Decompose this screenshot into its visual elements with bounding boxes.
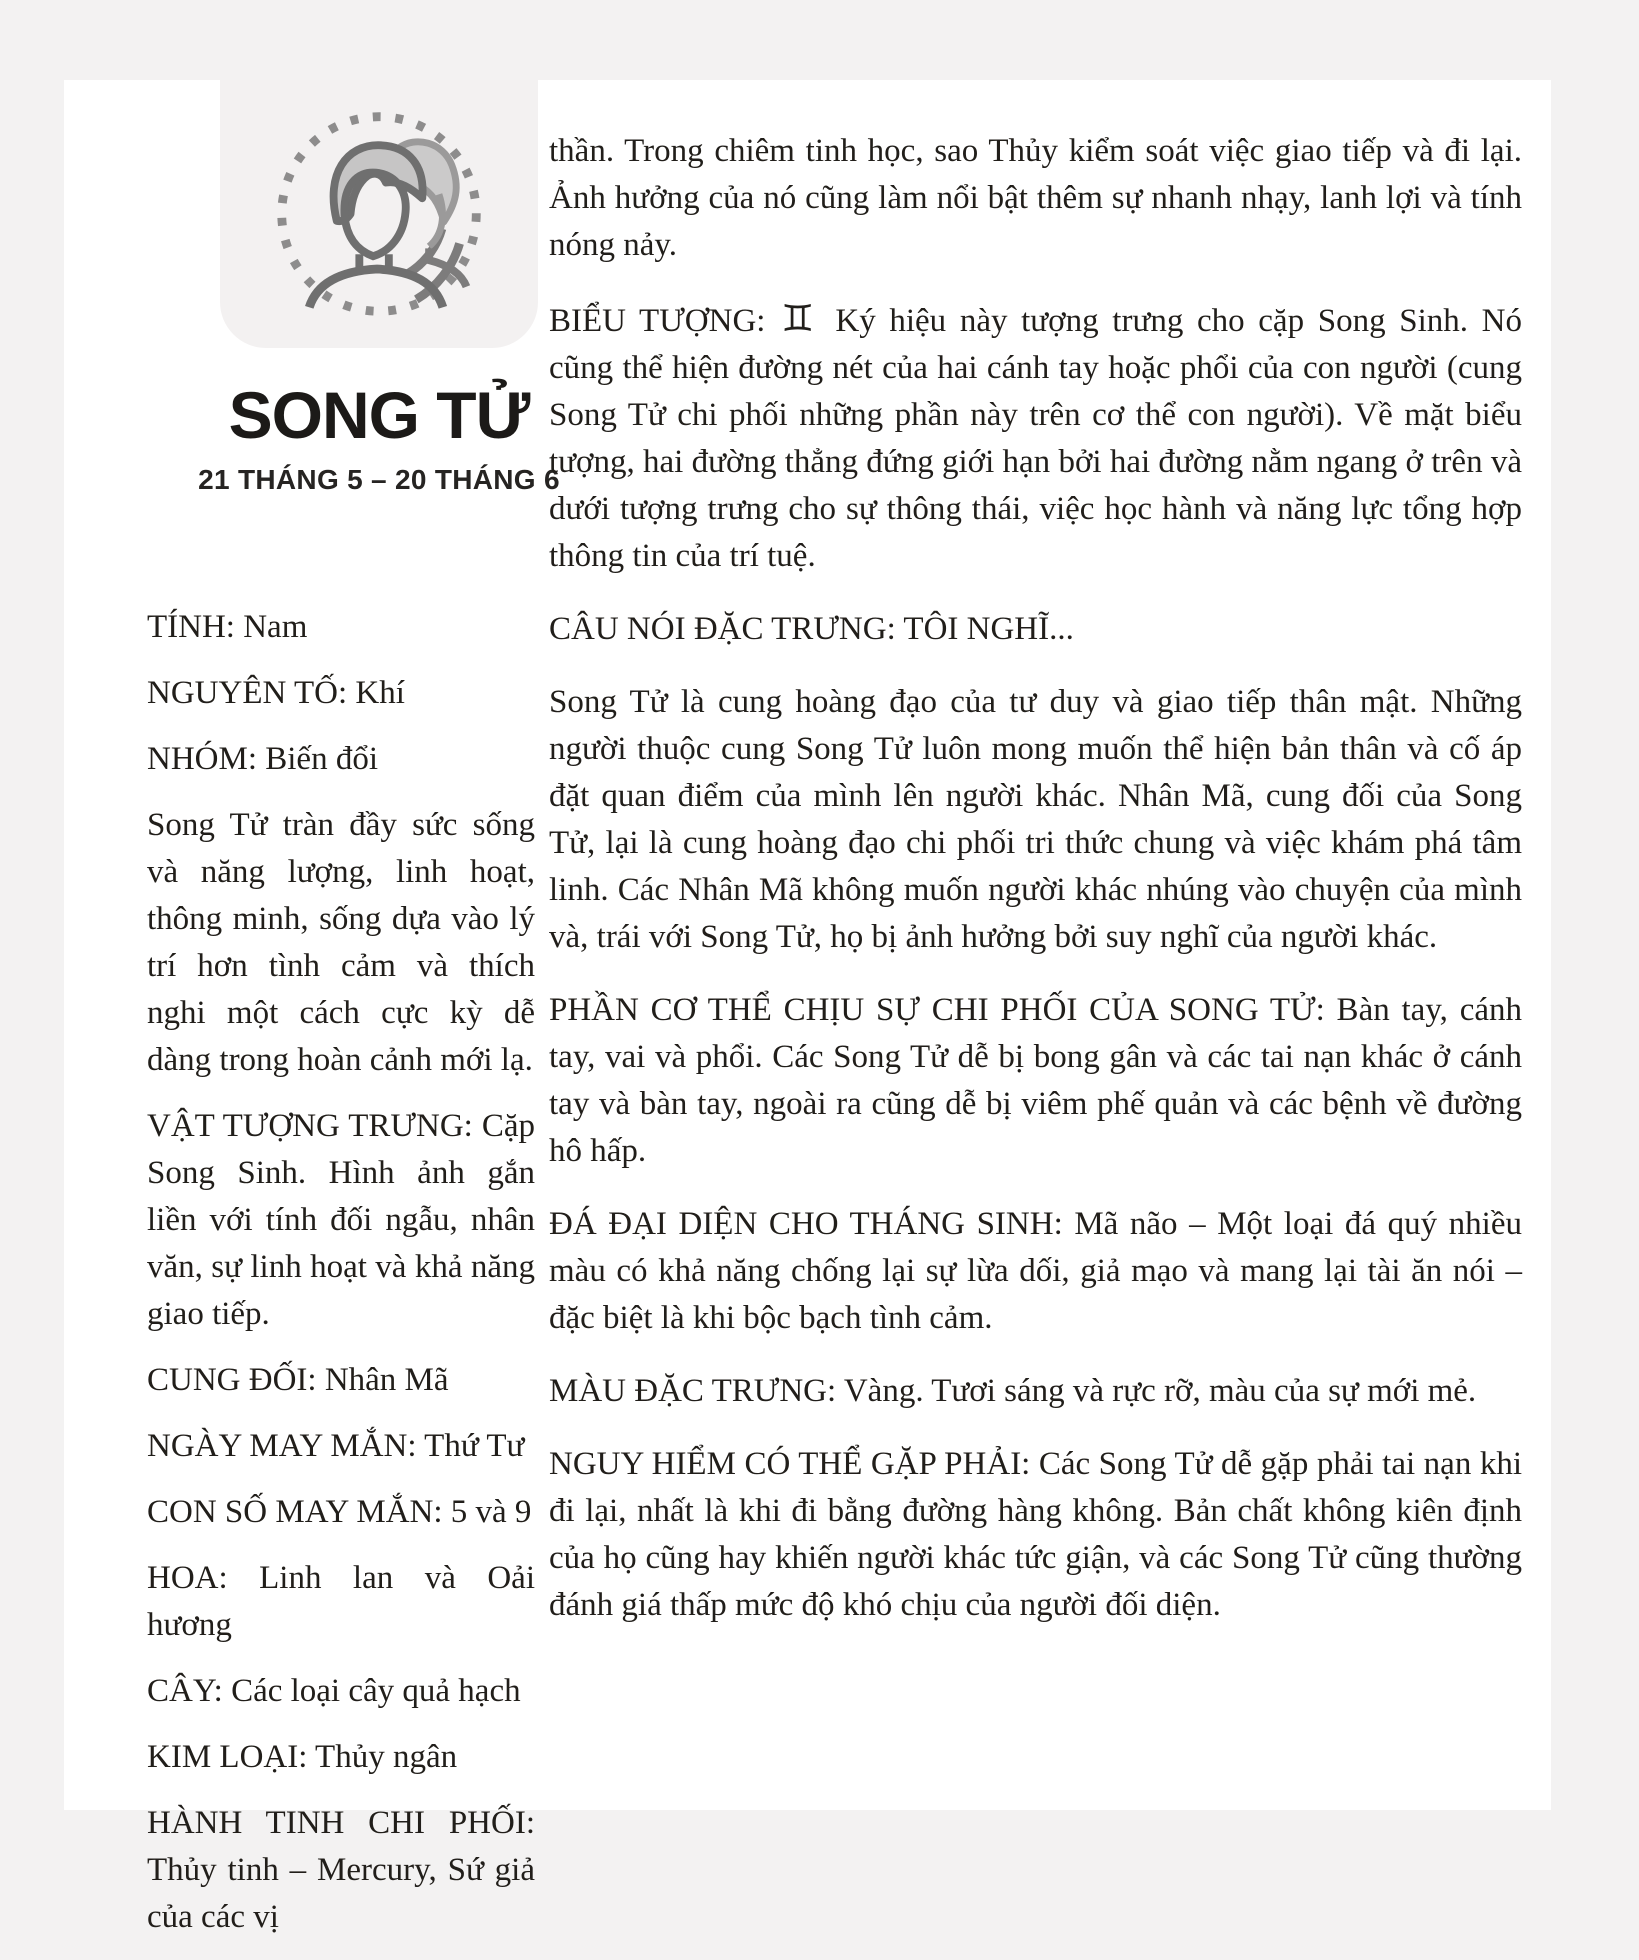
page	[64, 80, 1551, 1935]
fact-line-lucky-number: CON SỐ MAY MẮN: 5 và 9	[147, 1494, 532, 1530]
fact-line-quality: NHÓM: Biến đổi	[147, 741, 378, 777]
fact-line-tree: CÂY: Các loại cây quả hạch	[147, 1673, 521, 1709]
date-range: 21 THÁNG 5 – 20 THÁNG 6	[198, 464, 560, 495]
motto-paragraph: CÂU NÓI ĐẶC TRƯNG: TÔI NGHĨ...	[549, 611, 1074, 647]
symbol-label: BIỂU TƯỢNG:	[549, 303, 766, 339]
left-column	[147, 604, 535, 1960]
symbol-object-paragraph: VẬT TƯỢNG TRƯNG: Cặp Song Sinh. Hình ảnh gắn liền với tính đối ngẫu, nhân văn, sự linh hoạt và khả năng giao tiếp.	[147, 1108, 535, 1332]
right-column	[549, 128, 1522, 1655]
fact-line-metal: KIM LOẠI: Thủy ngân	[147, 1739, 458, 1775]
symbol-paragraph-text: Ký hiệu này tượng trưng cho cặp Song Sinh. Nó cũng thể hiện đường nét của hai cánh tay hoặc phổi của con người (cung Song Tử chi phối những phần này trên cơ thể con người). Về mặt biểu tượng, hai đường thẳng đứng giới hạn bởi hai đường nằm ngang ở trên và dưới tượng trưng cho sự thông thái, việc học hành và năng lực tổng hợp thông tin của trí tuệ.	[549, 303, 1522, 574]
continuation-paragraph: thần. Trong chiêm tinh học, sao Thủy kiểm soát việc giao tiếp và đi lại. Ảnh hưởng của nó cũng làm nổi bật thêm sự nhanh nhạy, lanh lợi và tính nóng nảy.	[549, 133, 1522, 263]
fact-line-opposite: CUNG ĐỐI: Nhân Mã	[147, 1362, 449, 1398]
planet-paragraph: HÀNH TINH CHI PHỐI: Thủy tinh – Mercury, Sứ giả của các vị	[147, 1805, 535, 1935]
birthstone-paragraph: ĐÁ ĐẠI DIỆN CHO THÁNG SINH: Mã não – Một loại đá quý nhiều màu có khả năng chống lại sự lừa dối, giả mạo và mang lại tài ăn nói – đặc biệt là khi bộc bạch tình cảm.	[549, 1206, 1522, 1336]
fact-line-lucky-day: NGÀY MAY MẮN: Thứ Tư	[147, 1428, 525, 1464]
fact-line-gender: TÍNH: Nam	[147, 609, 308, 645]
intro-paragraph: Song Tử tràn đầy sức sống và năng lượng, linh hoạt, thông minh, sống dựa vào lý trí hơn tình cảm và thích nghi một cách cực kỳ dễ dàng trong hoàn cảnh mới lạ.	[147, 807, 535, 1078]
gemini-twins-icon	[266, 98, 492, 331]
personality-paragraph: Song Tử là cung hoàng đạo của tư duy và giao tiếp thân mật. Những người thuộc cung Song Tử luôn mong muốn thể hiện bản thân và cố áp đặt quan điểm của mình lên người khác. Nhân Mã, cung đối của Song Tử, lại là cung hoàng đạo chi phối tri thức chung và việc khám phá tâm linh. Các Nhân Mã không muốn người khác nhúng vào chuyện của mình và, trái với Song Tử, họ bị ảnh hưởng bởi suy nghĩ của người khác.	[549, 684, 1522, 955]
danger-paragraph: NGUY HIỂM CÓ THỂ GẶP PHẢI: Các Song Tử dễ gặp phải tai nạn khi đi lại, nhất là khi đi bằng đường hàng không. Bản chất không kiên định của họ cũng hay khiến người khác tức giận, và các Song Tử cũng thường đánh giá thấp mức độ khó chịu của người đối diện.	[549, 1446, 1522, 1623]
icon-card	[220, 80, 538, 348]
fact-line-flower: HOA: Linh lan và Oải hương	[147, 1560, 535, 1643]
body-parts-paragraph: PHẦN CƠ THỂ CHỊU SỰ CHI PHỐI CỦA SONG TỬ: Bàn tay, cánh tay, vai và phổi. Các Song Tử dễ bị bong gân và các tai nạn khác ở cánh tay và bàn tay, ngoài ra cũng dễ bị viêm phế quản và các bệnh về đường hô hấp.	[549, 992, 1522, 1169]
fact-line-element: NGUYÊN TỐ: Khí	[147, 675, 405, 711]
page-title: SONG TỬ	[228, 378, 530, 452]
gemini-glyph-icon: ♊	[781, 297, 820, 340]
color-paragraph: MÀU ĐẶC TRƯNG: Vàng. Tươi sáng và rực rỡ, màu của sự mới mẻ.	[549, 1373, 1477, 1409]
symbol-paragraph	[549, 295, 1522, 580]
sign-header	[139, 380, 619, 496]
